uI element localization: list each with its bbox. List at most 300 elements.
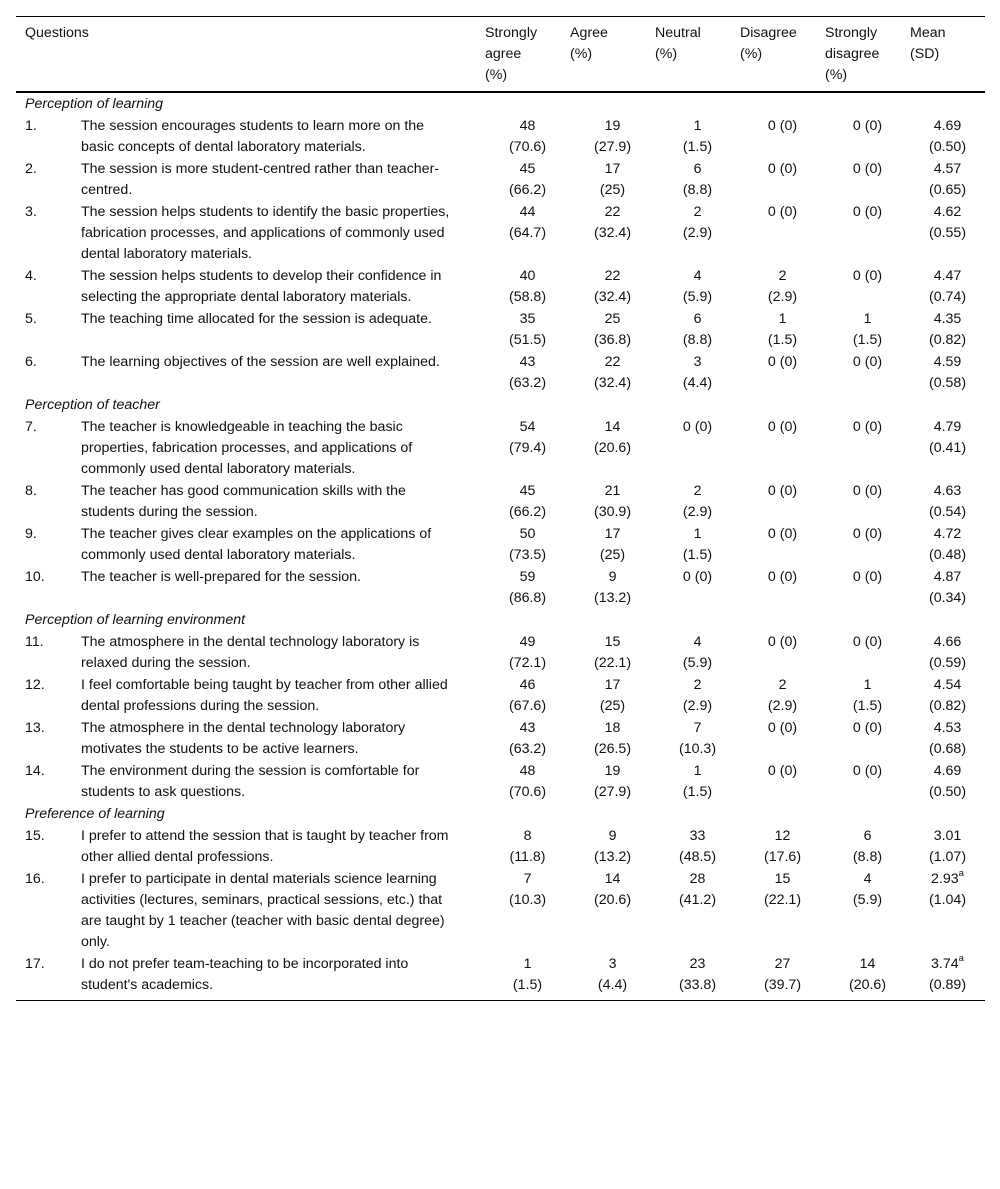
- section-row: [16, 92, 985, 115]
- strongly-agree-cell: [485, 953, 570, 1001]
- table-row: [16, 825, 985, 868]
- cell-value: 46: [519, 677, 536, 693]
- table-row: [16, 308, 985, 351]
- header-questions: [16, 17, 485, 93]
- cell-value: 15: [604, 634, 621, 650]
- cell-value: (13.2): [593, 590, 632, 606]
- strongly-agree-cell: [485, 201, 570, 265]
- disagree-cell: [740, 523, 825, 566]
- section-title: Perception of learning: [25, 96, 164, 112]
- cell-value: (66.2): [508, 182, 547, 198]
- question-number: 5.: [25, 311, 37, 327]
- cell-value: (39.7): [763, 977, 802, 993]
- cell-value: (58.8): [508, 289, 547, 305]
- mean-sd-cell: [910, 566, 985, 609]
- cell-value: (0.54): [928, 504, 967, 520]
- agree-cell: [570, 717, 655, 760]
- cell-value: (25): [599, 547, 626, 563]
- section-title: Perception of learning environment: [25, 612, 246, 628]
- cell-value: 22: [604, 268, 621, 284]
- strongly-agree-cell: [485, 760, 570, 803]
- cell-value: 7: [693, 720, 702, 736]
- question-number: 6.: [25, 354, 37, 370]
- cell-value: 7: [523, 871, 532, 887]
- agree-cell: [570, 953, 655, 1001]
- cell-value: (73.5): [508, 547, 547, 563]
- strongly-disagree-cell: [825, 115, 910, 158]
- strongly-disagree-cell: [825, 674, 910, 717]
- cell-value: 0 (0): [767, 161, 798, 177]
- cell-value: (0.34): [928, 590, 967, 606]
- cell-value: 54: [519, 419, 536, 435]
- cell-value: 1: [523, 956, 532, 972]
- cell-value: 14: [859, 956, 876, 972]
- question-number: 8.: [25, 483, 37, 499]
- question-text: I do not prefer team-teaching to be incorporated into student's academics.: [81, 956, 409, 993]
- agree-cell: [570, 158, 655, 201]
- cell-value: 2: [693, 483, 702, 499]
- agree-cell: [570, 201, 655, 265]
- strongly-agree-cell: [485, 158, 570, 201]
- question-text: The session is more student-centred rather than teacher-centred.: [81, 161, 440, 198]
- agree-cell: [570, 674, 655, 717]
- disagree-cell: [740, 265, 825, 308]
- agree-cell: [570, 760, 655, 803]
- header-strongly-agree: [485, 17, 570, 93]
- cell-value: (70.6): [508, 139, 547, 155]
- cell-value: 35: [519, 311, 536, 327]
- agree-cell: [570, 825, 655, 868]
- strongly-disagree-cell: [825, 523, 910, 566]
- strongly-agree-cell: [485, 717, 570, 760]
- cell-value: 2.93$^a$: [931, 868, 964, 887]
- cell-value: 0 (0): [767, 204, 798, 220]
- question-number: 3.: [25, 204, 37, 220]
- cell-value: (26.5): [593, 741, 632, 757]
- cell-value: 17: [604, 161, 621, 177]
- strongly-disagree-cell: [825, 825, 910, 868]
- mean-sd-cell: [910, 825, 985, 868]
- agree-cell: [570, 480, 655, 523]
- header-line: (SD): [910, 46, 940, 62]
- question-number: 16.: [25, 871, 45, 887]
- cell-value: 3.01: [933, 828, 962, 844]
- cell-value: (32.4): [593, 375, 632, 391]
- mean-sd-cell: [910, 523, 985, 566]
- cell-value: (2.9): [682, 225, 713, 241]
- neutral-cell: [655, 523, 740, 566]
- mean-sd-cell: [910, 115, 985, 158]
- cell-value: 49: [519, 634, 536, 650]
- cell-value: 4.54: [933, 677, 962, 693]
- question-text: The teaching time allocated for the session is adequate.: [81, 311, 432, 327]
- cell-value: (1.5): [682, 547, 713, 563]
- header-line: (%): [570, 46, 593, 62]
- cell-value: 1: [693, 118, 702, 134]
- strongly-agree-cell: [485, 480, 570, 523]
- table-row: [16, 760, 985, 803]
- cell-value: (63.2): [508, 375, 547, 391]
- header-strongly-disagree: [825, 17, 910, 93]
- cell-value: (10.3): [678, 741, 717, 757]
- cell-value: (0.59): [928, 655, 967, 671]
- header-line: Mean: [910, 25, 946, 41]
- strongly-agree-cell: [485, 115, 570, 158]
- section-title: Perception of teacher: [25, 397, 160, 413]
- table-row: [16, 115, 985, 158]
- strongly-disagree-cell: [825, 201, 910, 265]
- question-text: I prefer to attend the session that is taught by teacher from other allied dental professions.: [81, 828, 449, 865]
- cell-value: (0.55): [928, 225, 967, 241]
- cell-value: (4.4): [682, 375, 713, 391]
- cell-value: 1: [863, 311, 872, 327]
- cell-value: (0.58): [928, 375, 967, 391]
- question-number: 4.: [25, 268, 37, 284]
- cell-value: (22.1): [593, 655, 632, 671]
- cell-value: 2: [693, 204, 702, 220]
- cell-value: 1: [693, 526, 702, 542]
- strongly-disagree-cell: [825, 566, 910, 609]
- cell-value: 0 (0): [682, 419, 713, 435]
- cell-value: 6: [863, 828, 872, 844]
- cell-value: (17.6): [763, 849, 802, 865]
- mean-sd-cell: [910, 265, 985, 308]
- neutral-cell: [655, 480, 740, 523]
- cell-value: 45: [519, 161, 536, 177]
- cell-value: (41.2): [678, 892, 717, 908]
- cell-value: 4: [693, 634, 702, 650]
- cell-value: (48.5): [678, 849, 717, 865]
- cell-value: 4.87: [933, 569, 962, 585]
- mean-sd-cell: [910, 201, 985, 265]
- cell-value: (66.2): [508, 504, 547, 520]
- header-line: (%): [825, 67, 848, 83]
- cell-value: 33: [689, 828, 706, 844]
- table-row: [16, 953, 985, 1001]
- table-row: [16, 566, 985, 609]
- table-row: [16, 480, 985, 523]
- neutral-cell: [655, 416, 740, 480]
- cell-value: 0 (0): [767, 118, 798, 134]
- question-text: The session helps students to identify the basic properties, fabrication processes, and applications of commonly used dental laboratory materials.: [81, 204, 450, 262]
- cell-value: 22: [604, 354, 621, 370]
- cell-value: 0 (0): [852, 526, 883, 542]
- footnote-marker: a: [958, 868, 964, 880]
- neutral-cell: [655, 351, 740, 394]
- disagree-cell: [740, 158, 825, 201]
- table-row: [16, 265, 985, 308]
- cell-value: (1.07): [928, 849, 967, 865]
- cell-value: 0 (0): [852, 569, 883, 585]
- cell-value: 43: [519, 720, 536, 736]
- cell-value: 0 (0): [852, 419, 883, 435]
- neutral-cell: [655, 674, 740, 717]
- cell-value: 0 (0): [767, 634, 798, 650]
- cell-value: (2.9): [682, 504, 713, 520]
- cell-value: (0.82): [928, 332, 967, 348]
- cell-value: 0 (0): [852, 161, 883, 177]
- cell-value: 0 (0): [852, 634, 883, 650]
- cell-value: 0 (0): [767, 526, 798, 542]
- disagree-cell: [740, 760, 825, 803]
- cell-value: (30.9): [593, 504, 632, 520]
- cell-value: 2: [693, 677, 702, 693]
- cell-value: 0 (0): [852, 118, 883, 134]
- cell-value: 14: [604, 871, 621, 887]
- cell-value: 0 (0): [682, 569, 713, 585]
- cell-value: 3: [608, 956, 617, 972]
- question-text: I feel comfortable being taught by teacher from other allied dental professions during the session.: [81, 677, 448, 714]
- disagree-cell: [740, 631, 825, 674]
- cell-value: (0.65): [928, 182, 967, 198]
- cell-value: 0 (0): [767, 483, 798, 499]
- cell-value: 19: [604, 763, 621, 779]
- cell-value: (22.1): [763, 892, 802, 908]
- cell-value: 4.57: [933, 161, 962, 177]
- cell-value: (1.5): [682, 139, 713, 155]
- cell-value: 59: [519, 569, 536, 585]
- section-row: [16, 803, 985, 825]
- header-line: (%): [485, 67, 508, 83]
- strongly-disagree-cell: [825, 631, 910, 674]
- cell-value: (13.2): [593, 849, 632, 865]
- cell-value: 18: [604, 720, 621, 736]
- footnote-marker: a: [958, 953, 964, 965]
- question-number: 15.: [25, 828, 45, 844]
- cell-value: (79.4): [508, 440, 547, 456]
- strongly-disagree-cell: [825, 158, 910, 201]
- question-text: I prefer to participate in dental materials science learning activities (lectures, seminars, practical sessions, etc.) that are taught by 1 teacher (teacher with basic dental degree) only.: [81, 871, 445, 950]
- neutral-cell: [655, 825, 740, 868]
- cell-value: (1.5): [512, 977, 543, 993]
- cell-value: 40: [519, 268, 536, 284]
- agree-cell: [570, 631, 655, 674]
- cell-value: (33.8): [678, 977, 717, 993]
- cell-value: 4.63: [933, 483, 962, 499]
- question-number: 9.: [25, 526, 37, 542]
- section-title: Preference of learning: [25, 806, 165, 822]
- strongly-agree-cell: [485, 631, 570, 674]
- cell-value: 19: [604, 118, 621, 134]
- question-text: The teacher has good communication skills with the students during the session.: [81, 483, 406, 520]
- table-row: [16, 717, 985, 760]
- mean-sd-cell: [910, 480, 985, 523]
- mean-sd-cell: [910, 631, 985, 674]
- agree-cell: [570, 566, 655, 609]
- cell-value: 0 (0): [852, 483, 883, 499]
- question-number: 11.: [25, 634, 44, 650]
- cell-value: (0.48): [928, 547, 967, 563]
- mean-sd-cell: [910, 158, 985, 201]
- question-text: The atmosphere in the dental technology laboratory motivates the students to be active learners.: [81, 720, 406, 757]
- cell-value: 0 (0): [767, 419, 798, 435]
- neutral-cell: [655, 566, 740, 609]
- cell-value: (2.9): [767, 698, 798, 714]
- cell-value: 4.59: [933, 354, 962, 370]
- header-line: Strongly: [825, 25, 878, 41]
- mean-sd-cell: [910, 717, 985, 760]
- cell-value: (0.68): [928, 741, 967, 757]
- strongly-disagree-cell: [825, 760, 910, 803]
- mean-sd-cell: [910, 760, 985, 803]
- cell-value: 48: [519, 763, 536, 779]
- neutral-cell: [655, 760, 740, 803]
- cell-value: (11.8): [509, 849, 546, 865]
- strongly-disagree-cell: [825, 868, 910, 953]
- survey-table-container: [16, 16, 985, 1001]
- strongly-agree-cell: [485, 825, 570, 868]
- cell-value: 0 (0): [767, 763, 798, 779]
- cell-value: 22: [604, 204, 621, 220]
- cell-value: 0 (0): [767, 354, 798, 370]
- header-line: agree: [485, 46, 522, 62]
- mean-sd-cell: [910, 308, 985, 351]
- cell-value: 3: [693, 354, 702, 370]
- agree-cell: [570, 115, 655, 158]
- cell-value: 0 (0): [852, 204, 883, 220]
- header-line: Neutral: [655, 25, 701, 41]
- strongly-disagree-cell: [825, 308, 910, 351]
- neutral-cell: [655, 308, 740, 351]
- table-row: [16, 201, 985, 265]
- cell-value: 6: [693, 161, 702, 177]
- strongly-disagree-cell: [825, 953, 910, 1001]
- cell-value: (0.89): [928, 977, 967, 993]
- question-text: The session helps students to develop their confidence in selecting the appropriate dental laboratory materials.: [81, 268, 442, 305]
- cell-value: (32.4): [593, 289, 632, 305]
- table-body: [16, 92, 985, 1001]
- cell-value: (1.5): [852, 698, 883, 714]
- header-row: [16, 17, 985, 93]
- disagree-cell: [740, 115, 825, 158]
- header-line: disagree: [825, 46, 880, 62]
- cell-value: 0 (0): [852, 720, 883, 736]
- disagree-cell: [740, 674, 825, 717]
- disagree-cell: [740, 308, 825, 351]
- cell-value: 4.69: [933, 118, 962, 134]
- cell-value: (20.6): [593, 440, 632, 456]
- cell-value: 4: [863, 871, 872, 887]
- cell-value: 4.62: [933, 204, 962, 220]
- cell-value: 4.72: [933, 526, 962, 542]
- strongly-disagree-cell: [825, 351, 910, 394]
- table-row: [16, 158, 985, 201]
- cell-value: 4.79: [933, 419, 962, 435]
- section-row: [16, 394, 985, 416]
- cell-value: 45: [519, 483, 536, 499]
- header-line: Disagree: [740, 25, 797, 41]
- question-number: 14.: [25, 763, 45, 779]
- cell-value: 3.74$^a$: [931, 953, 964, 972]
- header-line: (%): [655, 46, 678, 62]
- strongly-agree-cell: [485, 265, 570, 308]
- question-text: The atmosphere in the dental technology laboratory is relaxed during the session.: [81, 634, 420, 671]
- cell-value: 4.69: [933, 763, 962, 779]
- neutral-cell: [655, 868, 740, 953]
- cell-value: (0.41): [928, 440, 967, 456]
- cell-value: 1: [863, 677, 872, 693]
- agree-cell: [570, 351, 655, 394]
- neutral-cell: [655, 201, 740, 265]
- cell-value: 9: [608, 828, 617, 844]
- table-header: [16, 17, 985, 93]
- header-agree: [570, 17, 655, 93]
- question-number: 2.: [25, 161, 37, 177]
- cell-value: (2.9): [682, 698, 713, 714]
- strongly-disagree-cell: [825, 265, 910, 308]
- cell-value: 48: [519, 118, 536, 134]
- mean-sd-cell: [910, 953, 985, 1001]
- cell-value: (67.6): [508, 698, 547, 714]
- cell-value: 4.47: [933, 268, 962, 284]
- cell-value: 8: [523, 828, 532, 844]
- disagree-cell: [740, 351, 825, 394]
- neutral-cell: [655, 953, 740, 1001]
- question-text: The teacher is well-prepared for the session.: [81, 569, 361, 585]
- table-row: [16, 351, 985, 394]
- cell-value: (4.4): [597, 977, 628, 993]
- cell-value: 17: [604, 526, 621, 542]
- cell-value: (0.50): [928, 139, 967, 155]
- cell-value: 25: [604, 311, 621, 327]
- cell-value: (32.4): [593, 225, 632, 241]
- question-number: 12.: [25, 677, 45, 693]
- survey-table: [16, 16, 985, 1001]
- disagree-cell: [740, 953, 825, 1001]
- question-number: 13.: [25, 720, 45, 736]
- strongly-disagree-cell: [825, 480, 910, 523]
- cell-value: (0.82): [928, 698, 967, 714]
- header-line: Questions: [25, 25, 89, 41]
- strongly-agree-cell: [485, 523, 570, 566]
- mean-sd-cell: [910, 416, 985, 480]
- cell-value: 14: [604, 419, 621, 435]
- question-number: 10.: [25, 569, 45, 585]
- mean-sd-cell: [910, 674, 985, 717]
- table-row: [16, 523, 985, 566]
- question-text: The learning objectives of the session are well explained.: [81, 354, 440, 370]
- neutral-cell: [655, 717, 740, 760]
- cell-value: (25): [599, 698, 626, 714]
- cell-value: (20.6): [593, 892, 632, 908]
- cell-value: 4.35: [933, 311, 962, 327]
- cell-value: (63.2): [508, 741, 547, 757]
- header-neutral: [655, 17, 740, 93]
- cell-value: 23: [689, 956, 706, 972]
- cell-value: (70.6): [508, 784, 547, 800]
- question-number: 17.: [25, 956, 45, 972]
- cell-value: 44: [519, 204, 536, 220]
- agree-cell: [570, 416, 655, 480]
- disagree-cell: [740, 868, 825, 953]
- strongly-disagree-cell: [825, 717, 910, 760]
- cell-value: 27: [774, 956, 791, 972]
- neutral-cell: [655, 631, 740, 674]
- disagree-cell: [740, 480, 825, 523]
- disagree-cell: [740, 566, 825, 609]
- cell-value: (5.9): [852, 892, 883, 908]
- cell-value: (5.9): [682, 289, 713, 305]
- cell-value: (36.8): [593, 332, 632, 348]
- cell-value: 4: [693, 268, 702, 284]
- question-text: The session encourages students to learn more on the basic concepts of dental laboratory materials.: [81, 118, 425, 155]
- cell-value: (27.9): [593, 784, 632, 800]
- agree-cell: [570, 523, 655, 566]
- cell-value: (1.5): [767, 332, 798, 348]
- table-row: [16, 674, 985, 717]
- cell-value: (25): [599, 182, 626, 198]
- strongly-agree-cell: [485, 308, 570, 351]
